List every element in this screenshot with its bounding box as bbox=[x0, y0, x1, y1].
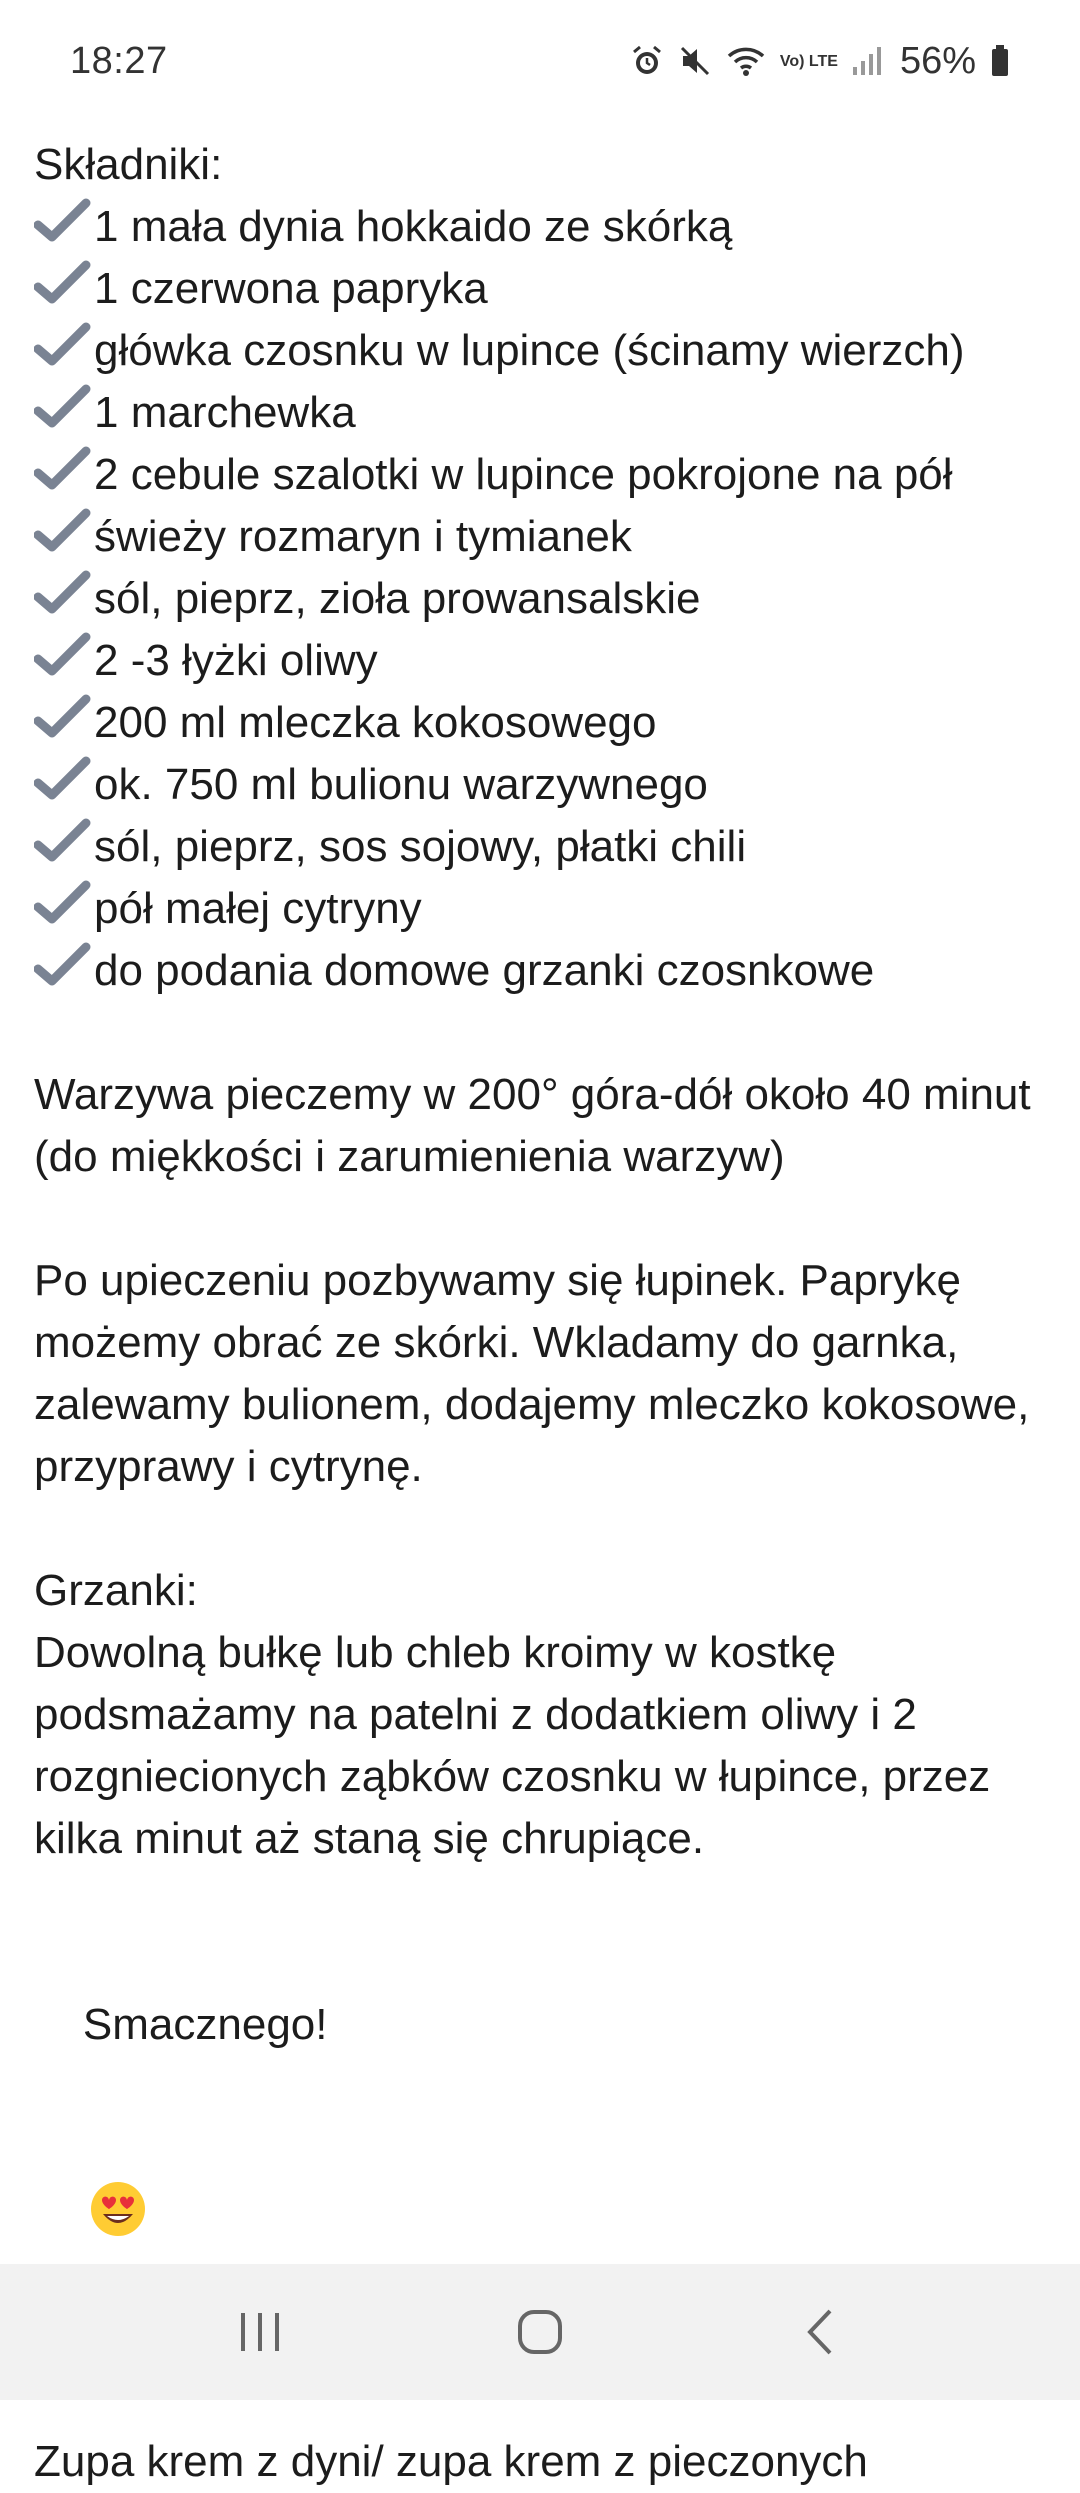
ingredient-item bbox=[34, 940, 1054, 1002]
paragraph-grzanki: Dowolną bułkę lub chleb kroimy w kostkę podsmażamy na patelni z dodatkiem oliwy i 2 rozgniecionych ząbków czosnku w łupince, przez kilka minut aż staną się chrupiące. bbox=[34, 1628, 1003, 1863]
spacer bbox=[34, 1002, 1054, 1064]
home-icon bbox=[515, 2307, 565, 2357]
wifi-icon bbox=[726, 44, 766, 78]
spacer bbox=[34, 1870, 1054, 1932]
ingredient-item bbox=[34, 320, 1054, 382]
ingredients-header: Składniki: bbox=[34, 140, 223, 189]
checkmark-icon bbox=[34, 941, 94, 991]
ingredient-item bbox=[34, 258, 1054, 320]
checkmark-icon bbox=[34, 631, 94, 681]
signal-icon bbox=[852, 45, 882, 77]
ingredient-item bbox=[34, 630, 1054, 692]
volte-icon: Vo) LTE bbox=[779, 52, 838, 70]
paragraph-bake: Warzywa pieczemy w 200° góra-dół około 40 minut (do miękkości i zarumienienia warzyw) bbox=[34, 1070, 1043, 1181]
ingredient-item bbox=[34, 816, 1054, 878]
ingredient-text: 2 -3 łyżki oliwy bbox=[94, 636, 378, 685]
ingredient-text: świeży rozmaryn i tymianek bbox=[94, 512, 632, 561]
ingredient-item bbox=[34, 444, 1054, 506]
post-content bbox=[34, 134, 1054, 2493]
navigation-bar bbox=[0, 2264, 1080, 2400]
ingredient-item bbox=[34, 196, 1054, 258]
checkmark-icon bbox=[34, 507, 94, 557]
ingredient-item bbox=[34, 506, 1054, 568]
spacer bbox=[34, 1498, 1054, 1560]
battery-percentage: 56% bbox=[899, 39, 976, 82]
checkmark-icon bbox=[34, 197, 94, 247]
ingredient-text: 1 czerwona papryka bbox=[94, 264, 488, 313]
ingredient-item bbox=[34, 382, 1054, 444]
paragraph-after: Po upieczeniu pozbywamy się łupinek. Paprykę możemy obrać ze skórki. Wkladamy do garnka, zalewamy bulionem, dodajemy mleczko kokosowe, przyprawy i cytrynę. bbox=[34, 1256, 1042, 1491]
alarm-icon bbox=[630, 44, 664, 78]
checkmark-icon bbox=[34, 383, 94, 433]
ingredients-list bbox=[34, 196, 1054, 1002]
status-icons bbox=[630, 40, 1010, 83]
status-time: 18:27 bbox=[70, 39, 168, 82]
checkmark-icon bbox=[34, 569, 94, 619]
ingredient-text: sól, pieprz, sos sojowy, płatki chili bbox=[94, 822, 747, 871]
checkmark-icon bbox=[34, 817, 94, 867]
spacer bbox=[34, 1188, 1054, 1250]
heart-eyes-emoji-icon bbox=[89, 2056, 147, 2114]
ingredient-text: 200 ml mleczka kokosowego bbox=[94, 698, 657, 747]
status-bar bbox=[0, 0, 1080, 122]
grzanki-header: Grzanki: bbox=[34, 1566, 198, 1615]
battery-icon bbox=[990, 44, 1010, 78]
recents-icon bbox=[235, 2309, 285, 2355]
tail-text: Zupa krem z dyni/ zupa krem z pieczonych bbox=[34, 2437, 868, 2486]
recents-button[interactable] bbox=[220, 2292, 300, 2372]
checkmark-icon bbox=[34, 259, 94, 309]
ingredient-item bbox=[34, 692, 1054, 754]
home-button[interactable] bbox=[500, 2292, 580, 2372]
checkmark-icon bbox=[34, 693, 94, 743]
ingredient-item bbox=[34, 878, 1054, 940]
mute-icon bbox=[678, 44, 712, 78]
checkmark-icon bbox=[34, 445, 94, 495]
ingredient-text: 2 cebule szalotki w lupince pokrojone na pół bbox=[94, 450, 953, 499]
checkmark-icon bbox=[34, 755, 94, 805]
ingredient-text: do podania domowe grzanki czosnkowe bbox=[94, 946, 875, 995]
ingredient-text: ok. 750 ml bulionu warzywnego bbox=[94, 760, 708, 809]
closing-text: Smacznego! bbox=[82, 2000, 328, 2049]
ingredient-item bbox=[34, 568, 1054, 630]
ingredient-text: sól, pieprz, zioła prowansalskie bbox=[94, 574, 701, 623]
ingredient-item bbox=[34, 754, 1054, 816]
checkmark-icon bbox=[34, 321, 94, 371]
back-icon bbox=[800, 2307, 840, 2357]
ingredient-text: 1 marchewka bbox=[94, 388, 356, 437]
ingredient-text: główka czosnku w lupince (ścinamy wierzch) bbox=[94, 326, 965, 375]
checkmark-icon bbox=[34, 879, 94, 929]
ingredient-text: pół małej cytryny bbox=[94, 884, 422, 933]
back-button[interactable] bbox=[780, 2292, 860, 2372]
ingredient-text: 1 mała dynia hokkaido ze skórką bbox=[94, 202, 733, 251]
